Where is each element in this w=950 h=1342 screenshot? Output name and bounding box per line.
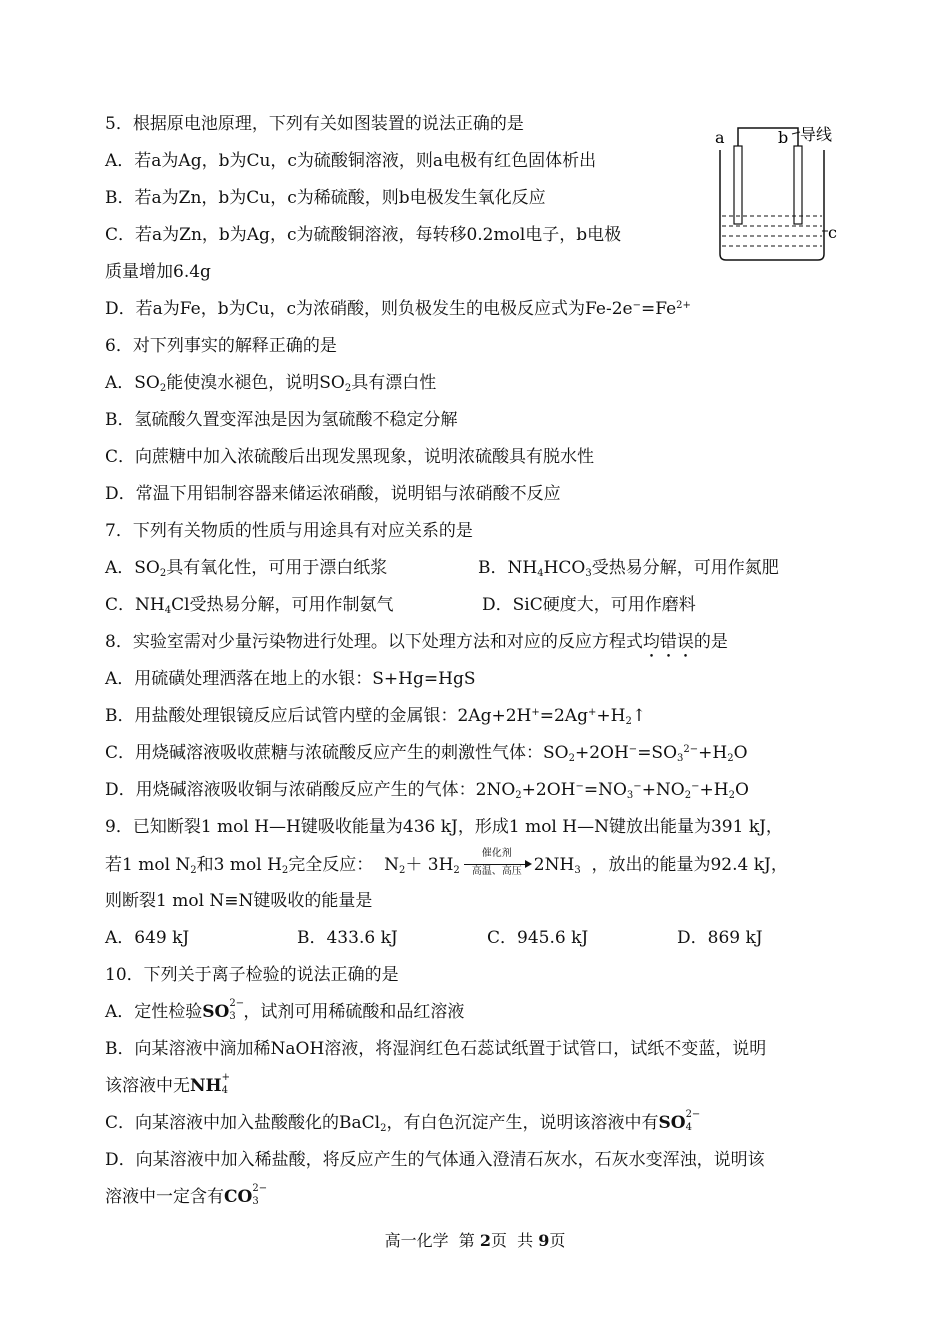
catalyst-label: 催化剂 <box>481 848 512 859</box>
q10-option-d: D．向某溶液中加入稀盐酸，将反应产生的气体通入澄清石灰水，石灰水变浑浊，说明该 <box>105 1150 765 1170</box>
q8-option-c: C．用烧碱溶液吸收蔗糖与浓硫酸反应产生的刺激性气体：$SO_2+2OH^-=SO_3^{2-}+H_2O$ <box>105 743 748 764</box>
condition-label: 高温、高压 <box>471 866 522 877</box>
q10-option-d-cont: 溶液中一定含有CO 2− 3 <box>105 1183 268 1207</box>
q9-option-d: D．869 kJ <box>677 928 763 948</box>
page-total: 9 <box>538 1231 550 1250</box>
q9-stem-line3: 则断裂1 mol N≡N键吸收的能量是 <box>105 891 373 911</box>
wire-pointer <box>792 132 800 134</box>
q9-stem-line1: 9．已知断裂1 mol H—H键吸收能量为436 kJ，形成1 mol H—N键放出能量为391 kJ， <box>105 817 783 837</box>
wire <box>738 128 798 146</box>
q8-option-d: D．用烧碱溶液吸收铜与浓硝酸反应产生的气体：$2NO_2+2OH^-=NO_3^-+NO_2^-+H_2O$ <box>105 780 749 801</box>
page-number: 2 <box>479 1231 491 1250</box>
q9-option-c: C．945.6 kJ <box>487 928 589 948</box>
q5-option-c-cont: 质量增加6.4g <box>105 262 211 282</box>
q7-stem: 7．下列有关物质的性质与用途具有对应关系的是 <box>105 521 473 541</box>
q5-option-d: D．若a为Fe，b为Cu，c为浓硝酸，则负极发生的电极反应式为$Fe-2e^-=Fe^{2+}$ <box>105 299 691 319</box>
q7-option-d: D．SiC硬度大，可用作磨料 <box>482 595 696 615</box>
q9-stem-line2: 若1 mol $N_2$和3 mol $H_2$完全反应： $N_2+ 3H_2$ 催化剂 高温、高压 $2NH_3$ ，放出的能量为92.4 kJ， <box>105 848 788 877</box>
galvanic-cell-diagram <box>710 118 860 268</box>
electrode-a <box>734 146 742 224</box>
q6-stem: 6．对下列事实的解释正确的是 <box>105 336 337 356</box>
reaction-arrow <box>462 848 532 877</box>
q5-option-a: A．若a为Ag，b为Cu，c为硫酸铜溶液，则a电极有红色固体析出 <box>105 151 597 171</box>
q7-option-a: A．$SO_2$具有氧化性，可用于漂白纸浆 <box>105 558 388 579</box>
q6-option-c: C．向蔗糖中加入浓硫酸后出现发黑现象，说明浓硫酸具有脱水性 <box>105 447 595 467</box>
q8-stem: 8．实验室需对少量污染物进行处理。以下处理方法和对应的反应方程式均错误的是 <box>105 632 728 652</box>
page-footer: 高一化学 第 2页 共 9页 <box>384 1231 566 1250</box>
q7-option-c: C．$NH_4Cl$受热易分解，可用作制氨气 <box>105 595 394 616</box>
q5-option-c: C．若a为Zn，b为Ag，c为硫酸铜溶液，每转移0.2mol电子，b电极 <box>105 225 622 245</box>
q6-option-d: D．常温下用铝制容器来储运浓硝酸，说明铝与浓硝酸不反应 <box>105 484 561 504</box>
q9-option-a: A．649 kJ <box>105 928 190 948</box>
q10-stem: 10．下列关于离子检验的说法正确的是 <box>105 965 399 985</box>
q10-option-c: C．向某溶液中加入盐酸酸化的BaCl$_2$，有白色沉淀产生，说明该溶液中有SO 2− 4 <box>105 1109 701 1134</box>
wire-label: 导线 <box>800 125 833 144</box>
q5-stem: 5．根据原电池原理，下列有关如图装置的说法正确的是 <box>105 114 524 134</box>
q6-option-a: A．$SO_2$能使溴水褪色，说明$SO_2$具有漂白性 <box>105 373 437 394</box>
q9-option-b: B．433.6 kJ <box>297 928 398 948</box>
q8-option-b: B．用盐酸处理银镜反应后试管内壁的金属银：$2Ag+2H^+=2Ag^++H_2↑$ <box>105 706 647 727</box>
electrode-b <box>794 146 802 224</box>
q10-option-b-cont: 该溶液中无NH + 4 <box>105 1072 230 1096</box>
q6-option-b: B．氢硫酸久置变浑浊是因为氢硫酸不稳定分解 <box>105 410 458 430</box>
q8-option-a: A．用硫磺处理洒落在地上的水银：S+Hg=HgS <box>105 669 476 689</box>
emphasis-text: 均错误 <box>642 632 694 652</box>
electrode-label-b: b <box>778 128 789 147</box>
q7-option-b: B．$NH_4HCO_3$受热易分解，可用作氮肥 <box>478 558 779 579</box>
solution-label-c: c <box>828 223 837 242</box>
q10-option-a: A．定性检验SO 2− 3 ，试剂可用稀硫酸和品红溶液 <box>105 998 465 1022</box>
q10-option-b: B．向某溶液中滴加稀NaOH溶液，将湿润红色石蕊试纸置于试管口，试纸不变蓝，说明 <box>105 1039 767 1059</box>
q5-option-b: B．若a为Zn，b为Cu，c为稀硫酸，则b电极发生氧化反应 <box>105 188 546 208</box>
electrode-label-a: a <box>715 128 725 147</box>
